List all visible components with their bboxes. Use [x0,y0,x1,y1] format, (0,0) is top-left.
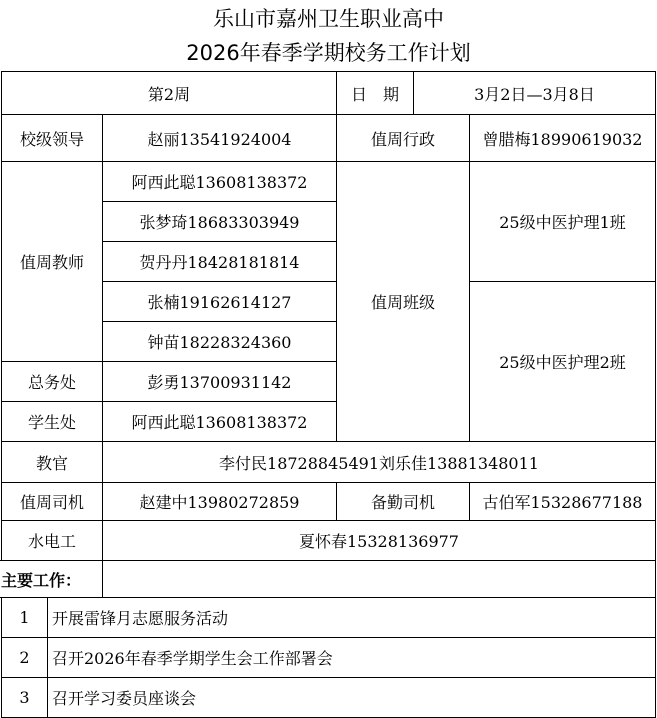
main-work-blank [102,560,656,598]
teacher-contact: 贺丹丹18428181814 [102,241,337,282]
class-label: 值周班级 [336,161,470,442]
teacher-contact: 钟苗18228324360 [102,321,337,362]
date-label: 日 期 [336,71,414,115]
instructor-contacts: 李付民18728845491刘乐佳13881348011 [102,441,656,483]
student-office-label: 学生处 [1,401,103,442]
general-affairs-contact: 彭勇13700931142 [102,361,337,402]
plan-title: 2026年春季学期校务工作计划 [186,41,471,65]
school-name: 乐山市嘉州卫生职业高中 [213,7,444,31]
admin-contact: 曾腊梅18990619032 [469,114,656,162]
duty-class: 25级中医护理1班 [469,161,656,282]
date-range: 3月2日—3月8日 [413,71,656,115]
utilities-label: 水电工 [1,520,103,561]
driver-label: 值周司机 [1,482,103,521]
teacher-contact: 张楠19162614127 [102,281,337,322]
duty-class: 25级中医护理2班 [469,281,656,442]
admin-label: 值周行政 [336,114,470,162]
driver-contact: 赵建中13980272859 [102,482,337,521]
work-item-text: 开展雷锋月志愿服务活动 [47,597,656,638]
work-item-text: 召开2026年春季学期学生会工作部署会 [47,637,656,678]
standby-driver-label: 备勤司机 [336,482,470,521]
leader-contact: 赵丽13541924004 [102,114,337,162]
work-item-number: 2 [1,637,48,678]
student-office-contact: 阿西此聪13608138372 [102,401,337,442]
teacher-contact: 张梦琦18683303949 [102,201,337,242]
leader-label: 校级领导 [1,114,103,162]
main-work-label: 主要工作： [0,560,103,598]
week-number: 第2周 [1,71,337,115]
teacher-contact: 阿西此聪13608138372 [102,161,337,202]
work-item-text: 召开学习委员座谈会 [47,677,656,718]
work-item-number: 1 [1,597,48,638]
instructor-label: 教官 [1,441,103,483]
work-item-number: 3 [1,677,48,718]
standby-driver-contact: 古伯军15328677188 [469,482,656,521]
teachers-label: 值周教师 [1,161,103,362]
general-affairs-label: 总务处 [1,361,103,402]
utilities-contact: 夏怀春15328136977 [102,520,656,561]
